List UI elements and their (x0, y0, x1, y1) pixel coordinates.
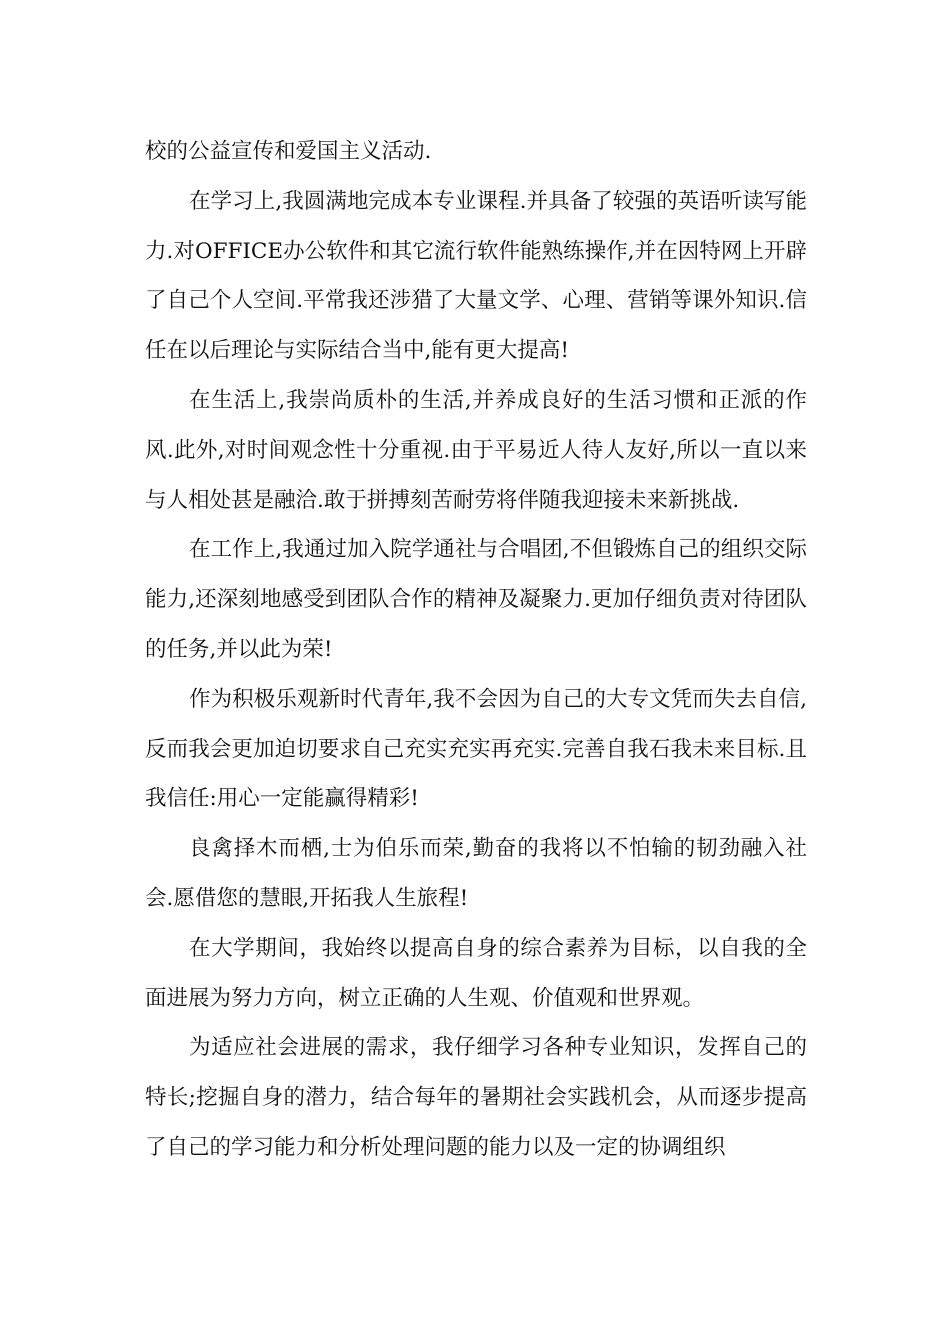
document-body (145, 127, 807, 1173)
paragraph-study: 在学习上,我圆满地完成本专业课程.并具备了较强的英语听读写能力.对OFFICE办公软件和其它流行软件能熟练操作,并在因特网上开辟了自己个人空间.平常我还涉猎了大量文学、心理、营销等课外知识.信任在以后理论与实际结合当中,能有更大提高! (145, 188, 807, 364)
paragraph-attitude: 作为积极乐观新时代青年,我不会因为自己的大专文凭而失去自信,反而我会更加迫切要求自己充实充实再充实.完善自我石我未来目标.且我信任:用心一定能赢得精彩! (145, 686, 807, 812)
paragraph-continuation: 校的公益宣传和爱国主义活动. (145, 139, 432, 164)
paragraph-life: 在生活上,我崇尚质朴的生活,并养成良好的生活习惯和正派的作风.此外,对时间观念性十分重视.由于平易近人待人友好,所以一直以来与人相处甚是融洽.敢于拼搏刻苦耐劳将伴随我迎接未来新挑战. (145, 387, 807, 513)
paragraph-university: 在大学期间，我始终以提高自身的综合素养为目标，以自我的全面进展为努力方向，树立正确的人生观、价值观和世界观。 (145, 935, 807, 1011)
paragraph-adaptation: 为适应社会进展的需求，我仔细学习各种专业知识，发挥自己的特长;挖掘自身的潜力，结合每年的暑期社会实践机会，从而逐步提高了自己的学习能力和分析处理问题的能力以及一定的协调组织 (145, 1035, 807, 1160)
paragraph-work: 在工作上,我通过加入院学通社与合唱团,不但锻炼自己的组织交际能力,还深刻地感受到团队合作的精神及凝聚力.更加仔细负责对待团队的任务,并以此为荣! (145, 537, 807, 662)
paragraph-closing: 良禽择木而栖,士为伯乐而荣,勤奋的我将以不怕输的韧劲融入社会.愿借您的慧眼,开拓我人生旅程! (145, 836, 807, 911)
